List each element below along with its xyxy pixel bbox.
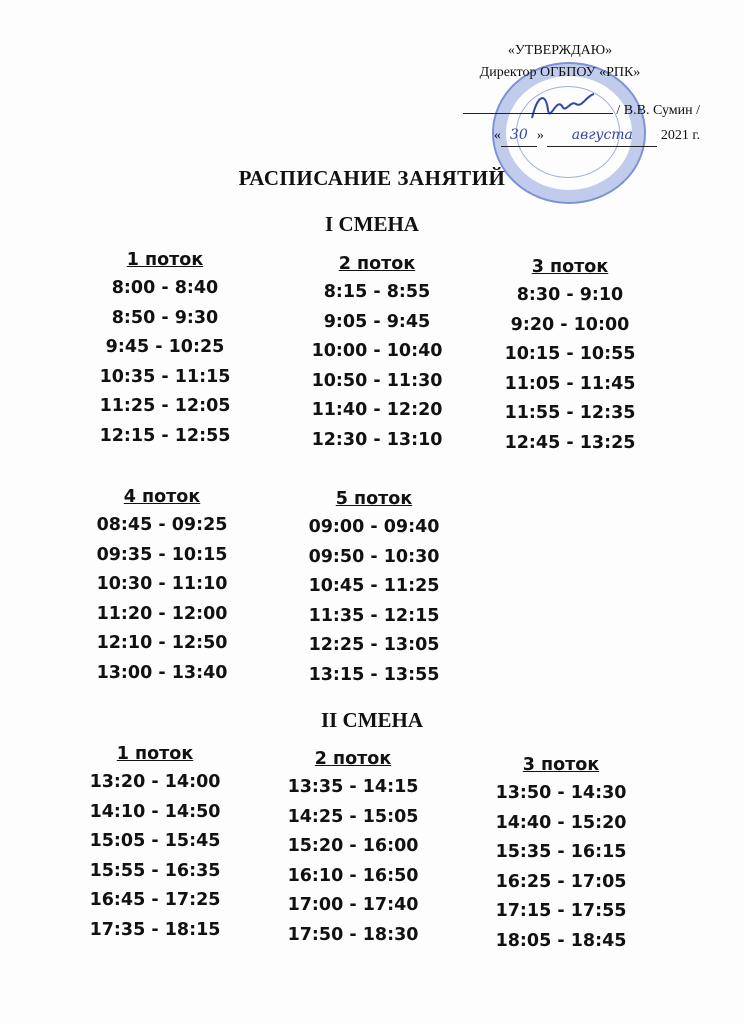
time-slot: 18:05 - 18:45 — [495, 930, 627, 951]
stream-label: 5 поток — [335, 489, 413, 509]
shift2-title: II СМЕНА — [320, 708, 424, 732]
stream-label: 1 поток — [126, 250, 204, 270]
time-slot: 15:35 - 16:15 — [495, 842, 627, 862]
date-day: 30 — [501, 124, 537, 147]
date-month: августа — [547, 124, 657, 147]
time-slot: 14:10 - 14:50 — [89, 801, 221, 822]
time-slot: 10:35 - 11:15 — [99, 366, 231, 387]
time-slot: 11:55 - 12:35 — [504, 403, 636, 423]
time-slot: 10:00 - 10:40 — [311, 341, 443, 361]
approval-date: « 30 » августа 2021 г. — [420, 124, 700, 147]
time-slot: 12:15 - 12:55 — [99, 425, 231, 446]
time-slot: 13:20 - 14:00 — [89, 772, 221, 792]
time-slot: 14:25 - 15:05 — [287, 806, 419, 827]
shift1-stream-5 — [284, 489, 464, 690]
stream-label: 3 поток — [531, 257, 609, 277]
time-slot: 10:50 - 11:30 — [311, 370, 443, 391]
time-slot: 17:50 - 18:30 — [287, 924, 419, 945]
time-slot: 9:20 - 10:00 — [510, 314, 630, 335]
time-slot: 09:50 - 10:30 — [308, 546, 440, 567]
stream-label: 2 поток — [314, 749, 392, 769]
time-slot: 10:30 - 11:10 — [96, 574, 228, 594]
shift2-stream-2 — [263, 749, 443, 950]
shift2-stream-3 — [471, 755, 651, 956]
time-slot: 12:45 - 13:25 — [504, 432, 636, 453]
time-slot: 13:50 - 14:30 — [495, 783, 627, 803]
shift1-title: I СМЕНА — [325, 212, 419, 236]
signature-line — [420, 100, 700, 122]
director-name: / В.В. Сумин / — [616, 103, 700, 118]
time-slot: 12:25 - 13:05 — [308, 635, 440, 655]
page-title: РАСПИСАНИЕ ЗАНЯТИЙ — [238, 166, 506, 190]
shift2-stream-1 — [65, 744, 245, 945]
time-slot: 13:35 - 14:15 — [287, 777, 419, 797]
time-slot: 11:20 - 12:00 — [96, 603, 228, 624]
date-year: 2021 г. — [660, 128, 700, 143]
shift1-stream-3 — [480, 257, 660, 458]
time-slot: 09:00 - 09:40 — [308, 517, 440, 537]
time-slot: 13:15 - 13:55 — [308, 664, 440, 685]
stream-label: 4 поток — [123, 487, 201, 507]
shift1-stream-2 — [287, 254, 467, 455]
time-slot: 17:00 - 17:40 — [287, 895, 419, 915]
time-slot: 12:30 - 13:10 — [311, 429, 443, 450]
time-slot: 8:15 - 8:55 — [323, 282, 431, 302]
shift1-stream-1 — [75, 250, 255, 451]
time-slot: 17:15 - 17:55 — [495, 901, 627, 921]
approval-position: Директор ОГБПОУ «РПК» — [479, 65, 641, 80]
stream-label: 2 поток — [338, 254, 416, 274]
time-slot: 16:10 - 16:50 — [287, 865, 419, 886]
shift1-stream-4 — [72, 487, 252, 688]
time-slot: 9:45 - 10:25 — [105, 337, 225, 357]
time-slot: 09:35 - 10:15 — [96, 544, 228, 565]
time-slot: 10:15 - 10:55 — [504, 344, 636, 364]
time-slot: 17:35 - 18:15 — [89, 919, 221, 940]
approval-heading: «УТВЕРЖДАЮ» — [507, 43, 613, 58]
stream-label: 1 поток — [116, 744, 194, 764]
time-slot: 8:50 - 9:30 — [111, 307, 219, 328]
time-slot: 16:45 - 17:25 — [89, 890, 221, 910]
time-slot: 15:20 - 16:00 — [287, 836, 419, 856]
time-slot: 11:05 - 11:45 — [504, 373, 636, 394]
time-slot: 10:45 - 11:25 — [308, 576, 440, 596]
time-slot: 9:05 - 9:45 — [323, 311, 431, 332]
time-slot: 14:40 - 15:20 — [495, 812, 627, 833]
approval-block — [420, 40, 700, 147]
time-slot: 11:35 - 12:15 — [308, 605, 440, 626]
time-slot: 8:30 - 9:10 — [516, 285, 624, 305]
time-slot: 11:25 - 12:05 — [99, 396, 231, 416]
time-slot: 8:00 - 8:40 — [111, 278, 219, 298]
time-slot: 12:10 - 12:50 — [96, 633, 228, 653]
time-slot: 13:00 - 13:40 — [96, 662, 228, 683]
time-slot: 16:25 - 17:05 — [495, 871, 627, 892]
time-slot: 15:55 - 16:35 — [89, 860, 221, 881]
stream-label: 3 поток — [522, 755, 600, 775]
time-slot: 11:40 - 12:20 — [311, 400, 443, 420]
time-slot: 08:45 - 09:25 — [96, 515, 228, 535]
time-slot: 15:05 - 15:45 — [89, 831, 221, 851]
